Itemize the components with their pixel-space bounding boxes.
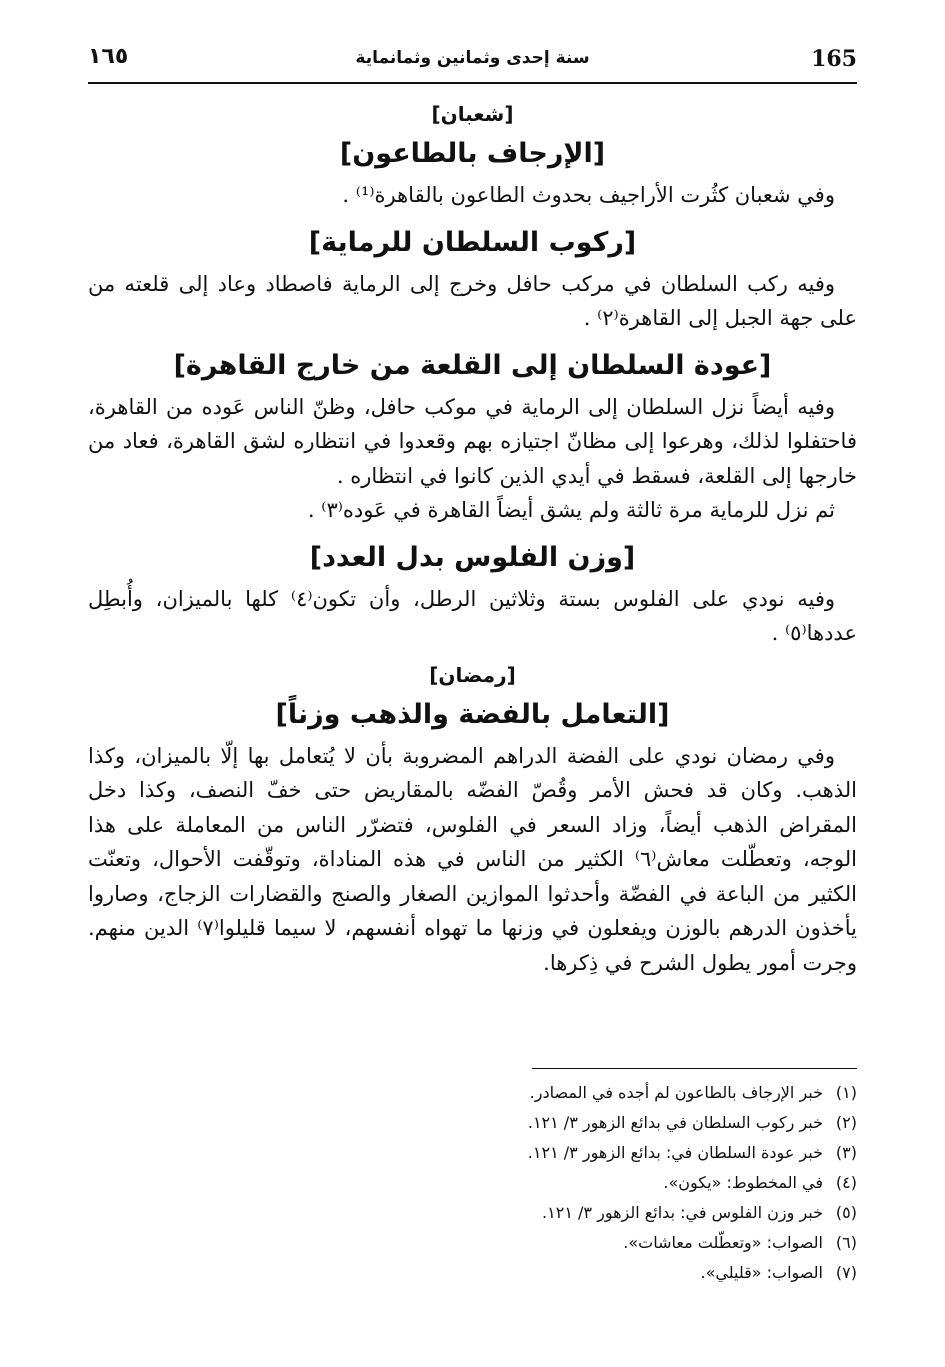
running-header bbox=[88, 40, 857, 80]
footnote bbox=[88, 1078, 857, 1108]
main-text bbox=[88, 92, 857, 980]
paragraph-coin-weighing: وفيه نودي على الفلوس بستة وثلاثين الرطل، وأن تكون⁽٤⁾ كلها بالميزان، وأُبطِل عددها⁽٥⁾ . bbox=[88, 586, 857, 645]
section-heading-sultan-return: [عودة السلطان إلى القلعة من خارج القاهرة] bbox=[173, 349, 772, 381]
footnote-text: خبر عودة السلطان في: بدائع الزهور ٣/ ١٢١. bbox=[527, 1143, 823, 1162]
running-title: سنة إحدى وثمانين وثمانماية bbox=[355, 48, 590, 68]
section-heading-sultan-hunting: [ركوب السلطان للرماية] bbox=[308, 226, 637, 258]
footnote bbox=[88, 1168, 857, 1198]
paragraph-sultan-hunting: وفيه ركب السلطان في مركب حافل وخرج إلى الرماية فاصطاد وعاد إلى قلعته من على جهة الجبل إلى القاهرة⁽٢⁾ . bbox=[88, 271, 857, 330]
footnote-text: خبر ركوب السلطان في بدائع الزهور ٣/ ١٢١. bbox=[527, 1113, 823, 1132]
page-number-latin: 165 bbox=[811, 46, 857, 72]
month-heading-ramadan: [رمضان] bbox=[429, 662, 516, 687]
section-heading-silver-gold-weight: [التعامل بالفضة والذهب وزناً] bbox=[275, 698, 670, 730]
footnote-text: خبر الإرجاف بالطاعون لم أجده في المصادر. bbox=[529, 1083, 823, 1102]
footnote-number: (٧) bbox=[835, 1263, 857, 1282]
footnote bbox=[88, 1198, 857, 1228]
paragraph-sultan-third-trip: ثم نزل للرماية مرة ثالثة ولم يشق أيضاً القاهرة في عَوده⁽٣⁾ . bbox=[307, 498, 835, 522]
footnote-text: الصواب: «وتعطّلت معاشات». bbox=[623, 1233, 823, 1252]
paragraph-sultan-return: وفيه أيضاً نزل السلطان إلى الرماية في موكب حافل، وظنّ الناس عَوده من القاهرة، فاحتفلوا لذلك، وهرعوا إلى مظانّ اجتيازه بهم وقعدوا في انتظاره لشق القاهرة، فعاد من خارجها إلى القلعة، فسقط في أيدي الذين كانوا في انتظاره . bbox=[88, 394, 857, 488]
footnote-rule bbox=[532, 1068, 857, 1069]
footnote-number: (٣) bbox=[835, 1143, 857, 1162]
footnote-number: (١) bbox=[835, 1083, 857, 1102]
footnote-text: في المخطوط: «يكون». bbox=[663, 1173, 823, 1192]
footnote-text: الصواب: «قليلي». bbox=[700, 1263, 823, 1282]
footnote bbox=[88, 1258, 857, 1288]
footnote bbox=[88, 1228, 857, 1258]
footnote bbox=[88, 1108, 857, 1138]
section-heading-plague-rumors: [الإرجاف بالطاعون] bbox=[339, 138, 606, 169]
section-heading-coin-weighing: [وزن الفلوس بدل العدد] bbox=[309, 541, 636, 573]
footnote-text: خبر وزن الفلوس في: بدائع الزهور ٣/ ١٢١. bbox=[542, 1203, 823, 1222]
footnote-number: (٤) bbox=[835, 1173, 857, 1192]
footnote-number: (٥) bbox=[835, 1203, 857, 1222]
footnote-number: (٦) bbox=[835, 1233, 857, 1252]
paragraph-silver-gold-weight: وفي رمضان نودي على الفضة الدراهم المضروبة بأن لا يُتعامل بها إلّا بالميزان، وكذا الذهب. وكان قد فحش الأمر وقُصّ الفضّه بالمقاريض حتى خفّ النصف، وكذا دخل المقراض الذهب أيضاً، وزاد السعر في الفلوس، فتضرّر الناس من المعاملة على هذا الوجه، وتعطّلت معاش⁽٦⁾ الكثير من الناس في هذه المناداة، وتوقّفت الأحوال، وتعنّت الكثير من الباعة في الفضّة وأحدثوا الموازين الصغار والصنج والقضارات الزجاج، وصاروا يأخذون الدرهم بالوزن ويفعلون في وزنها ما تهواه أنفسهم، لا سيما قليلوا⁽٧⁾ الدين منهم. وجرت أمور يطول الشرح في ذِكرها. bbox=[88, 743, 857, 975]
footnote-number: (٢) bbox=[835, 1113, 857, 1132]
paragraph-plague-rumors: وفي شعبان كثُرت الأراجيف بحدوث الطاعون بالقاهرة⁽¹⁾ . bbox=[342, 183, 835, 207]
footnote bbox=[88, 1138, 857, 1168]
footnotes bbox=[88, 1078, 857, 1288]
header-rule bbox=[88, 82, 857, 84]
page-number-arabic: ١٦٥ bbox=[88, 44, 129, 69]
month-heading-shaban: [شعبان] bbox=[431, 102, 514, 126]
